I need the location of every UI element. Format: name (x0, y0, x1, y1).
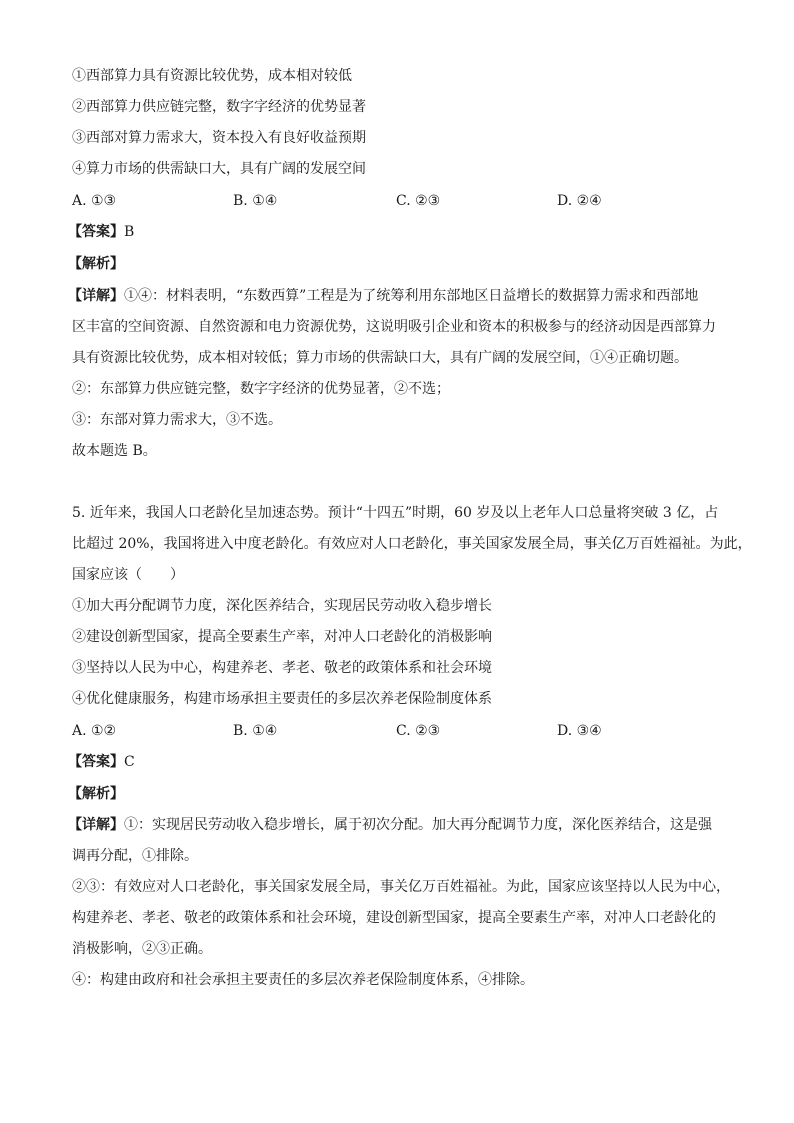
q4-option-d: D. ②④ (557, 193, 602, 209)
q4-detail-line-2: 区丰富的空间资源、自然资源和电力资源优势，这说明吸引企业和资本的积极参与的经济动因是西部算力 (72, 319, 716, 335)
q5-stem-line-3: 国家应该（ ） (72, 567, 184, 583)
q5-choice-item-2: ②建设创新型国家，提高全要素生产率，对冲人口老龄化的消极影响 (72, 629, 492, 645)
q4-choice-item-1: ①西部算力具有资源比较优势，成本相对较低 (72, 68, 352, 84)
q4-extra-line-2: ③：东部对算力需求大，③不选。 (72, 412, 282, 428)
analysis-tag: 【解析】 (68, 786, 124, 802)
q5-detail-line-1 (68, 815, 712, 835)
q5-choice-item-3: ③坚持以人民为中心，构建养老、孝老、敬老的政策体系和社会环境 (72, 660, 492, 676)
q4-analysis-heading (68, 254, 124, 274)
q5-extra-line-2: 构建养老、孝老、敬老的政策体系和社会环境，建设创新型国家，提高全要素生产率，对冲人口老龄化的 (72, 910, 716, 926)
answer-value: C (124, 754, 135, 770)
q5-stem-line-1: 5. 近年来，我国人口老龄化呈加速态势。预计“十四五”时期，60 岁及以上老年人口总量将突破 3 亿，占 (72, 505, 719, 521)
detail-tag: 【详解】 (68, 288, 124, 304)
q5-extra-line-3: 消极影响，②③正确。 (72, 941, 212, 957)
detail-tag: 【详解】 (68, 817, 124, 833)
answer-value: B (124, 224, 135, 240)
detail-text: ①④：材料表明，“东数西算”工程是为了统筹利用东部地区日益增长的数据算力需求和西部地 (124, 288, 699, 304)
q4-answer (68, 222, 134, 242)
q4-choice-item-2: ②西部算力供应链完整，数字字经济的优势显著 (72, 99, 366, 115)
q5-extra-line-1: ②③：有效应对人口老龄化，事关国家发展全局，事关亿万百姓福祉。为此，国家应该坚持以人民为中心， (72, 879, 730, 895)
q5-detail-line-2: 调再分配，①排除。 (72, 848, 198, 864)
analysis-tag: 【解析】 (68, 256, 124, 272)
q4-option-c: C. ②③ (396, 193, 441, 209)
q4-option-b: B. ①④ (233, 193, 278, 209)
detail-text: ①：实现居民劳动收入稳步增长，属于初次分配。加大再分配调节力度，深化医养结合，这是强 (124, 817, 712, 833)
q4-detail-line-1 (68, 286, 698, 306)
answer-tag: 【答案】 (68, 224, 124, 240)
q5-option-d: D. ③④ (557, 723, 602, 739)
q5-stem-line-2: 比超过 20%，我国将进入中度老龄化。有效应对人口老龄化，事关国家发展全局，事关亿万百姓福祉。为此， (72, 536, 752, 552)
q4-option-a: A. ①③ (72, 193, 117, 209)
q5-option-b: B. ①④ (233, 723, 278, 739)
q4-choice-item-4: ④算力市场的供需缺口大，具有广阔的发展空间 (72, 161, 366, 177)
q4-conclusion: 故本题选 B。 (72, 443, 157, 459)
q4-choice-item-3: ③西部对算力需求大，资本投入有良好收益预期 (72, 130, 366, 146)
q5-option-c: C. ②③ (396, 723, 441, 739)
q5-answer (68, 752, 135, 772)
q5-analysis-heading (68, 784, 124, 804)
q4-extra-line-1: ②：东部算力供应链完整，数字字经济的优势显著，②不选； (72, 381, 450, 397)
q5-choice-item-4: ④优化健康服务，构建市场承担主要责任的多层次养老保险制度体系 (72, 691, 492, 707)
q5-option-a: A. ①② (72, 723, 117, 739)
q5-choice-item-1: ①加大再分配调节力度，深化医养结合，实现居民劳动收入稳步增长 (72, 598, 492, 614)
q4-detail-line-3: 具有资源比较优势，成本相对较低；算力市场的供需缺口大，具有广阔的发展空间，①④正确切题。 (72, 350, 688, 366)
q5-extra-line-4: ④：构建由政府和社会承担主要责任的多层次养老保险制度体系，④排除。 (72, 972, 534, 988)
answer-tag: 【答案】 (68, 754, 124, 770)
